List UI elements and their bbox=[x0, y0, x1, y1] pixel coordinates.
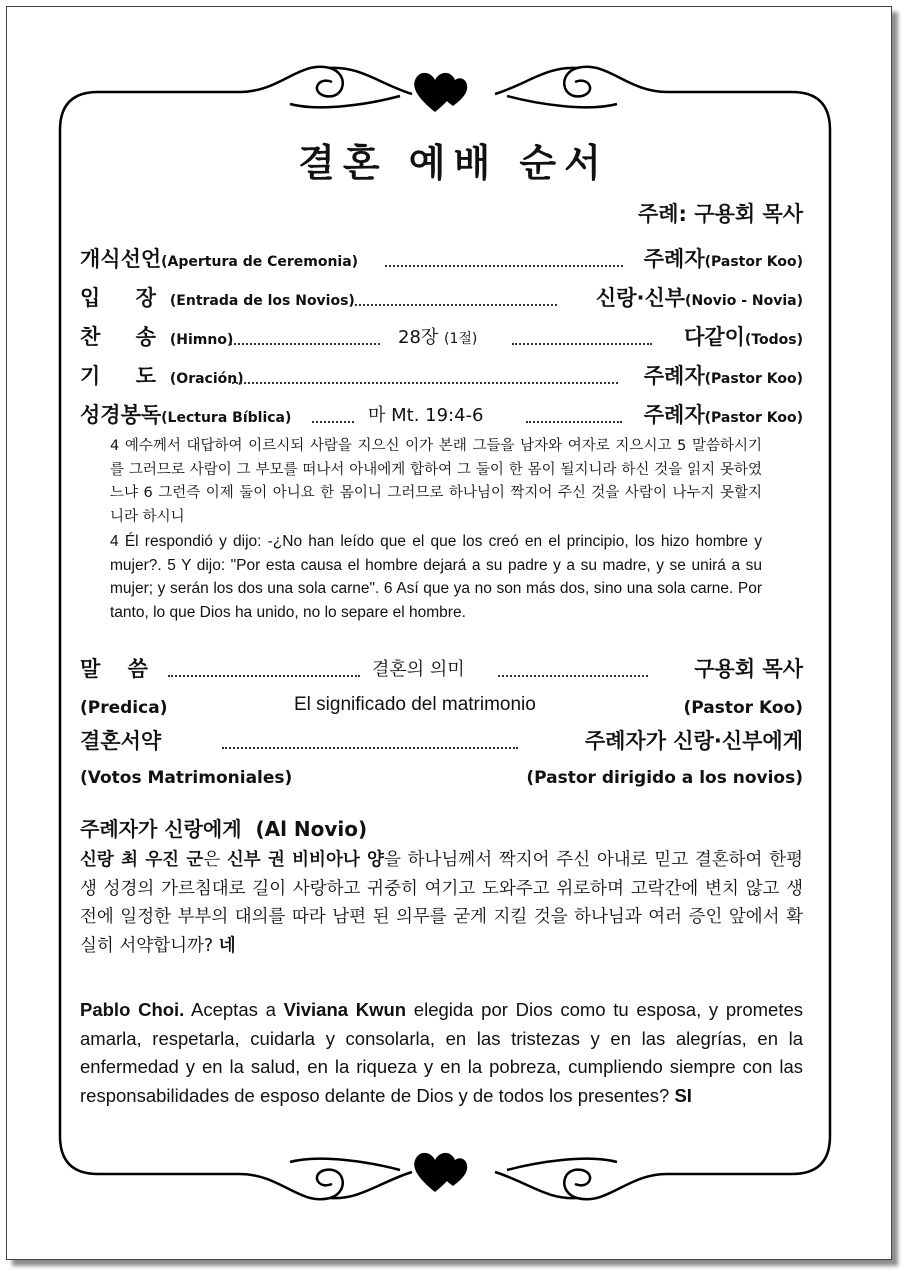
order-row-reading bbox=[80, 399, 803, 429]
vows-row-spanish bbox=[80, 758, 803, 788]
page-title: 결혼 예배 순서 bbox=[298, 141, 609, 185]
item-es-person: (Pastor Koo) bbox=[704, 254, 803, 270]
leader-dots bbox=[385, 265, 623, 267]
order-row-prayer bbox=[80, 360, 803, 390]
order-row-entrance bbox=[80, 282, 803, 312]
vows-row-korean bbox=[80, 725, 803, 755]
vow-text: elegida por Dios como tu esposa, y prometes amarla, respetarla, cuidarla y consolarla, en las tristezas y en las alegrías, en la enfermedad y en la salud, en la riqueza y en la pobreza, cumpliendo siempre con las responsabilidades de esposo delante de Dios y de todos los presentes? bbox=[80, 999, 804, 1106]
item-es-label: (Apertura de Ceremonia) bbox=[161, 254, 359, 270]
item-ko-label: 입 장 bbox=[80, 286, 170, 310]
item-es-person: (Todos) bbox=[744, 332, 803, 348]
sermon-ko-title: 결혼의 의미 bbox=[372, 659, 465, 680]
leader-dots bbox=[512, 343, 652, 345]
item-es-person: (Pastor Koo) bbox=[704, 410, 803, 426]
item-es-label: (Oración) bbox=[169, 371, 244, 387]
sermon-es-label: (Predica) bbox=[80, 698, 168, 718]
item-ko-label: 찬 송 bbox=[80, 325, 170, 349]
vows-ko-label: 결혼서약 bbox=[80, 729, 162, 753]
item-es-label: (Lectura Bíblica) bbox=[161, 410, 292, 426]
hymn-number: 28장 bbox=[398, 327, 439, 348]
item-ko-person: 주례자 bbox=[643, 403, 705, 427]
leader-dots bbox=[526, 421, 622, 423]
leader-dots bbox=[222, 747, 518, 749]
item-es-label: (Himno) bbox=[169, 332, 234, 348]
item-ko-label: 기 도 bbox=[80, 364, 170, 388]
vow-text: 을 하나님께서 짝지어 주신 아내로 믿고 결혼하여 한평생 성경의 가르침대로 길이 사랑하고 귀중히 여기고 도와주고 위로하며 고락간에 변치 않고 생전에 일정한 부부의 대의를 따라 남편 된 의무를 굳게 지킬 것을 하나님과 여러 증인 앞에서 확실히 서약합니까? bbox=[80, 850, 803, 956]
leader-dots bbox=[355, 304, 557, 306]
order-row-hymn bbox=[80, 321, 803, 351]
groom-name-es: Pablo Choi. bbox=[80, 999, 185, 1020]
sermon-row-spanish bbox=[80, 688, 803, 718]
leader-dots bbox=[168, 675, 360, 677]
sermon-ko-label: 말 씀 bbox=[80, 657, 158, 681]
vow-text: Aceptas a bbox=[184, 999, 284, 1020]
item-ko-person: 주례자 bbox=[643, 247, 705, 271]
item-es-label: (Entrada de los Novios) bbox=[169, 293, 355, 309]
item-ko-person: 다같이 bbox=[684, 325, 745, 349]
leader-dots bbox=[498, 675, 648, 677]
groom-name-ko: 신랑 최 우진 군 bbox=[80, 850, 204, 870]
vow-text: 은 bbox=[203, 850, 227, 870]
leader-dots bbox=[232, 382, 618, 384]
order-row-opening bbox=[80, 243, 803, 273]
section-title-groom: 주례자가 신랑에게 (Al Novio) bbox=[80, 817, 368, 841]
item-es-person: (Novio - Novia) bbox=[685, 293, 803, 309]
leader-dots bbox=[312, 421, 354, 423]
item-ko-label: 개식선언 bbox=[80, 247, 162, 271]
sermon-ko-preacher: 구용회 목사 bbox=[694, 657, 803, 681]
groom-vow-korean bbox=[80, 846, 803, 960]
bride-name-ko: 신부 권 비비아나 양 bbox=[226, 850, 384, 870]
vow-answer-ko: 네 bbox=[218, 935, 236, 956]
item-es-person: (Pastor Koo) bbox=[704, 371, 803, 387]
officiant-label: 주례: 구용회 목사 bbox=[637, 202, 803, 226]
sermon-es-title: El significado del matrimonio bbox=[294, 694, 536, 715]
groom-vow-spanish bbox=[80, 996, 803, 1110]
item-ko-person: 주례자 bbox=[643, 364, 705, 388]
scripture-reference: 마 Mt. 19:4-6 bbox=[368, 405, 484, 426]
hymn-verse: (1절) bbox=[444, 331, 478, 347]
sermon-es-preacher: (Pastor Koo) bbox=[683, 698, 803, 718]
vows-es-label: (Votos Matrimoniales) bbox=[80, 768, 293, 788]
leader-dots bbox=[230, 343, 380, 345]
bride-name-es: Viviana Kwun bbox=[283, 999, 407, 1020]
scripture-spanish: 4 Él respondió y dijo: -¿No han leído que el que los creó en el principio, los hizo hombre y mujer?. 5 Y dijo: "Por esta causa el hombre dejará a su padre y a su madre, y se unirá a su mujer; y serán los dos una sola carne". 6 Así que ya no son más dos, sino una sola carne. Por tanto, lo que Dios ha unido, no lo separe el hombre. bbox=[110, 533, 762, 621]
vows-ko-person: 주례자가 신랑·신부에게 bbox=[584, 729, 803, 753]
item-ko-person: 신랑·신부 bbox=[595, 286, 686, 310]
sermon-row-korean bbox=[80, 653, 803, 683]
vow-answer-es: SI bbox=[674, 1084, 692, 1106]
scripture-korean: 4 예수께서 대답하여 이르시되 사람을 지으신 이가 본래 그들을 남자와 여자로 지으시고 5 말씀하시기를 그러므로 사람이 그 부모를 떠나서 아내에게 합하여 그 둘이 한 몸이 될지니라 하신 것을 읽지 못하였느냐 6 그런즉 이제 둘이 아니요 한 몸이니 그러므로 하나님이 짝지어 주신 것을 사람이 나누지 못할지니라 하시니 bbox=[110, 438, 762, 525]
vows-es-person: (Pastor dirigido a los novios) bbox=[526, 768, 803, 788]
item-ko-label: 성경봉독 bbox=[80, 403, 162, 427]
